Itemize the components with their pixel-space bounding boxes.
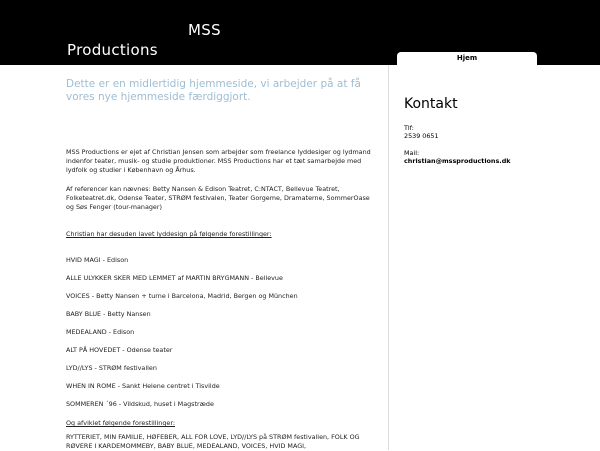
performed-shows-heading: Og afviklet følgende forestillinger: xyxy=(66,419,176,427)
show-item: MEDEALAND - Edison xyxy=(66,328,135,336)
logo-text-top: MSS xyxy=(188,21,221,39)
about-paragraph: MSS Productions er ejet af Christian Jensen som arbejder som freelance lyddesiger og lydmand indenfor teater, musik- og studie produktioner. MSS Productions har et tæt samarbejde med lydfolk og studier i København og Århus. xyxy=(66,148,371,174)
references-paragraph: Af referencer kan nævnes: Betty Nansen & Edison Teatret, C:NTACT, Bellevue Teatret, Folketeatret.dk, Odense Teater, STRØM festivalen, Teater Gorgeme, Dramaterne, SommerOase og Søs Fenger (tour-manager) xyxy=(66,185,370,211)
phone-label: Tlf: xyxy=(404,124,414,132)
intro-text: Dette er en midlertidig hjemmeside, vi arbejder på at få vores nye hjemmeside færdiggjort. xyxy=(66,78,361,103)
main-content xyxy=(66,78,376,451)
show-item: VOICES - Betty Nansen + turne i Barcelona, Madrid, Bergen og München xyxy=(66,292,298,300)
sound-design-heading: Christian har desuden lavet lyddesign på følgende forestillinger: xyxy=(66,230,272,238)
contact-sidebar xyxy=(404,96,584,165)
show-item: SOMMEREN ´96 - Vildskud, huset i Magstræde xyxy=(66,400,214,408)
show-item: WHEN IN ROME - Sankt Helene centret i Tisvilde xyxy=(66,382,220,390)
site-header xyxy=(0,0,600,65)
logo-text-bottom: Productions xyxy=(67,41,158,59)
show-item: HVID MAGI - Edison xyxy=(66,256,129,264)
phone-number: 2539 0651 xyxy=(404,132,439,140)
performed-shows-text: RYTTERIET, MIN FAMILIE, HØFEBER, ALL FOR LOVE, LYD//LYS på STRØM festivallen, FOLK OG RØVERE I KARDEMOMMEBY, BABY BLUE, MEDEALAND, VOICES, HVID MAGI, xyxy=(66,433,360,450)
show-item: LYD//LYS - STRØM festivallen xyxy=(66,364,157,372)
mail-label: Mail: xyxy=(404,149,420,157)
column-divider xyxy=(388,65,389,450)
show-item: ALT PÅ HOVEDET - Odense teater xyxy=(66,346,173,354)
nav-tab-hjem[interactable]: Hjem xyxy=(397,52,537,65)
show-item: BABY BLUE - Betty Nansen xyxy=(66,310,151,318)
mail-address[interactable]: christian@mssproductions.dk xyxy=(404,157,511,165)
contact-title: Kontakt xyxy=(404,96,458,112)
show-item: ALLE ULYKKER SKER MED LEMMET af MARTIN BRYGMANN - Bellevue xyxy=(66,274,283,282)
